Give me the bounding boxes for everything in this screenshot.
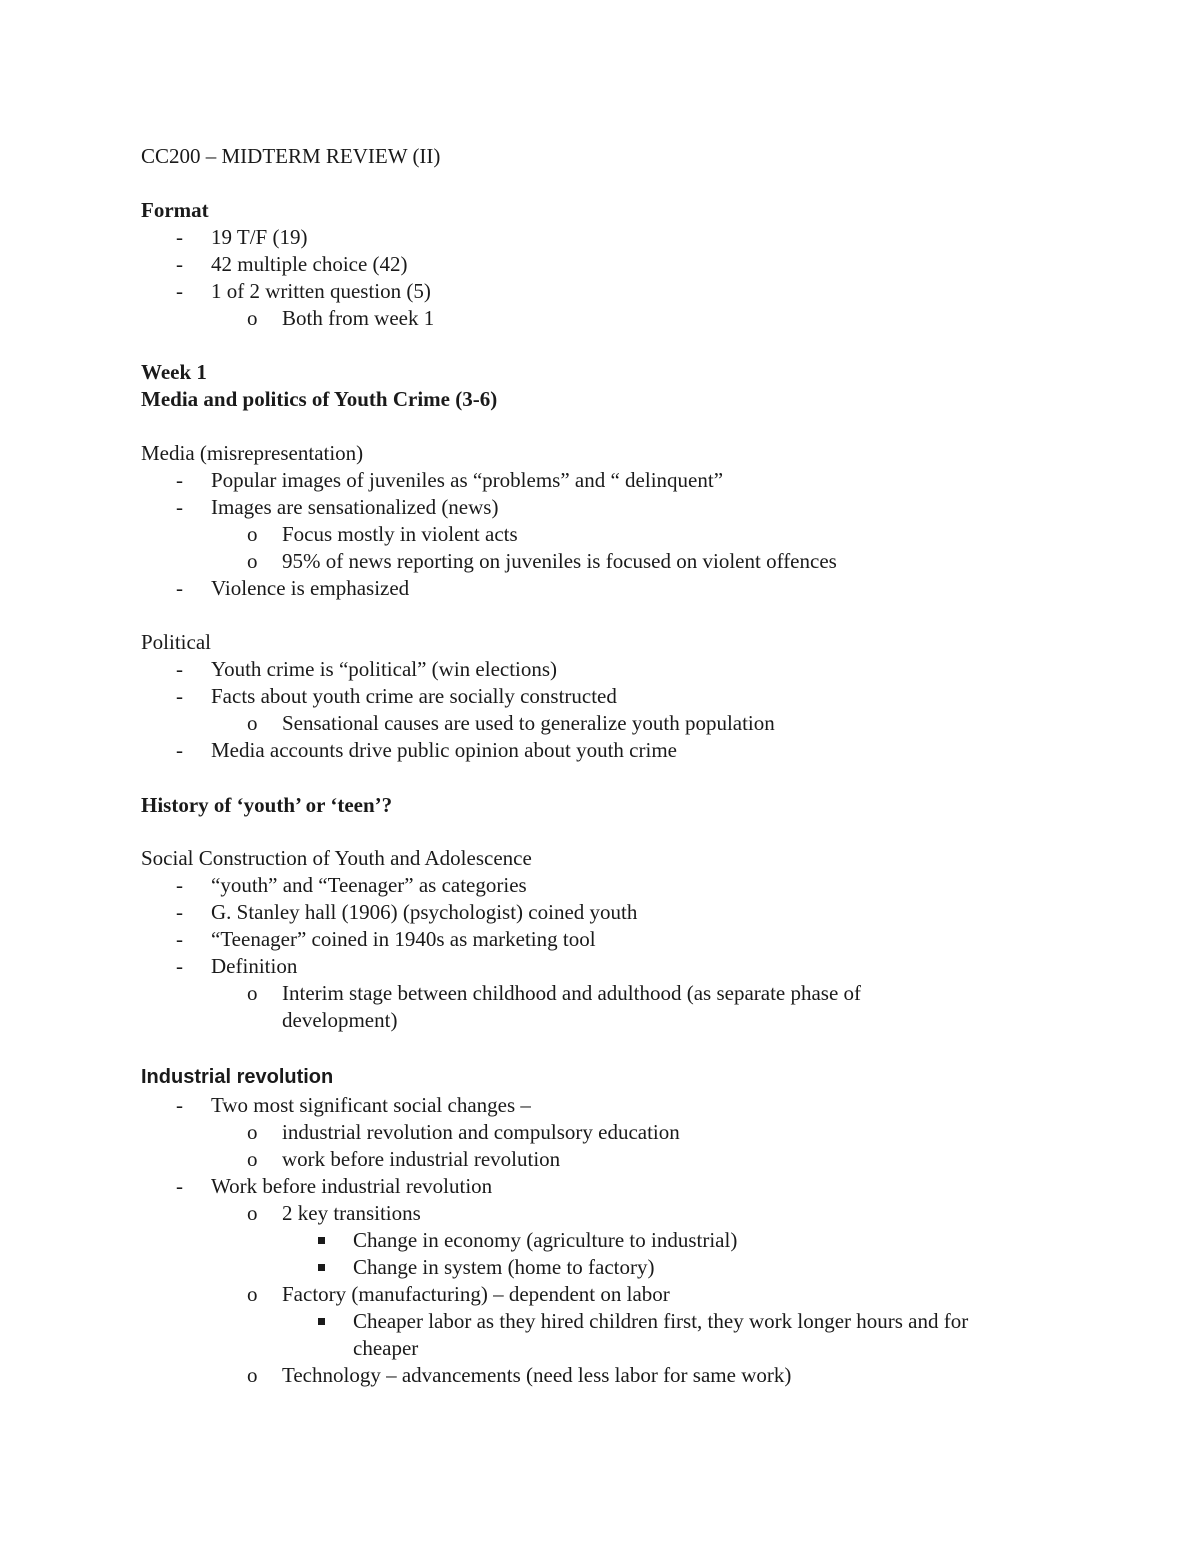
dash-bullet-icon: -	[176, 576, 183, 600]
dash-bullet-icon: -	[176, 252, 183, 276]
heading-format: Format	[141, 198, 209, 222]
list-item-text: Both from week 1	[282, 306, 435, 330]
dash-bullet-icon: -	[176, 684, 183, 708]
dash-bullet-icon: -	[176, 657, 183, 681]
dash-bullet-icon: -	[176, 927, 183, 951]
dash-bullet-icon: -	[176, 1174, 183, 1198]
list-item-text: G. Stanley hall (1906) (psychologist) coined youth	[211, 900, 638, 924]
subheading-political: Political	[141, 630, 211, 654]
list-item-text: work before industrial revolution	[282, 1147, 561, 1171]
list-item-text: Facts about youth crime are socially constructed	[211, 684, 617, 708]
dash-bullet-icon: -	[176, 279, 183, 303]
list-item-text: 19 T/F (19)	[211, 225, 308, 249]
list-item-text: Sensational causes are used to generalize youth population	[282, 711, 775, 735]
square-bullet-icon	[318, 1254, 325, 1281]
dash-bullet-icon: -	[176, 225, 183, 249]
list-item-text: Factory (manufacturing) – dependent on labor	[282, 1282, 670, 1306]
list-item-text: “youth” and “Teenager” as categories	[211, 873, 527, 897]
subheading-media: Media (misrepresentation)	[141, 441, 364, 465]
circle-bullet-icon: o	[247, 1147, 258, 1171]
circle-bullet-icon: o	[247, 1120, 258, 1144]
heading-history: History of ‘youth’ or ‘teen’?	[141, 793, 393, 817]
list-item-text: 95% of news reporting on juveniles is focused on violent offences	[282, 549, 837, 573]
dash-bullet-icon: -	[176, 873, 183, 897]
list-item-text: Cheaper labor as they hired children first, they work longer hours and for	[353, 1309, 969, 1333]
circle-bullet-icon: o	[247, 522, 258, 546]
list-item-text: Technology – advancements (need less labor for same work)	[282, 1363, 792, 1387]
list-item-text: Media accounts drive public opinion about youth crime	[211, 738, 677, 762]
list-item-text: Focus mostly in violent acts	[282, 522, 518, 546]
subheading-social-construction: Social Construction of Youth and Adolescence	[141, 846, 532, 870]
circle-bullet-icon: o	[247, 1363, 258, 1387]
list-item-text: Definition	[211, 954, 298, 978]
list-item-text: Two most significant social changes –	[211, 1093, 531, 1117]
heading-week: Week 1	[141, 360, 207, 384]
list-item-text: 2 key transitions	[282, 1201, 421, 1225]
list-item-text: Images are sensationalized (news)	[211, 495, 499, 519]
circle-bullet-icon: o	[247, 981, 258, 1005]
heading-media-politics: Media and politics of Youth Crime (3-6)	[141, 387, 498, 411]
list-item-text: 42 multiple choice (42)	[211, 252, 408, 276]
list-item-text: Work before industrial revolution	[211, 1174, 493, 1198]
list-item-text: Interim stage between childhood and adulthood (as separate phase of	[282, 981, 862, 1005]
list-item-text: industrial revolution and compulsory education	[282, 1120, 680, 1144]
circle-bullet-icon: o	[247, 549, 258, 573]
dash-bullet-icon: -	[176, 900, 183, 924]
list-item-text: Popular images of juveniles as “problems” and “ delinquent”	[211, 468, 724, 492]
list-item-text: “Teenager” coined in 1940s as marketing tool	[211, 927, 596, 951]
circle-bullet-icon: o	[247, 1201, 258, 1225]
list-item-text: 1 of 2 written question (5)	[211, 279, 431, 303]
heading-industrial-revolution: Industrial revolution	[141, 1066, 334, 1088]
square-bullet-icon	[318, 1227, 325, 1254]
list-item-text: development)	[282, 1008, 398, 1032]
list-item-text: Youth crime is “political” (win elections)	[211, 657, 558, 681]
list-item-text: cheaper	[353, 1336, 419, 1360]
circle-bullet-icon: o	[247, 711, 258, 735]
dash-bullet-icon: -	[176, 495, 183, 519]
list-item-text: Change in system (home to factory)	[353, 1255, 655, 1279]
dash-bullet-icon: -	[176, 1093, 183, 1117]
square-bullet-icon	[318, 1308, 325, 1335]
dash-bullet-icon: -	[176, 738, 183, 762]
document-title: CC200 – MIDTERM REVIEW (II)	[141, 144, 441, 168]
dash-bullet-icon: -	[176, 954, 183, 978]
list-item-text: Violence is emphasized	[211, 576, 410, 600]
list-item-text: Change in economy (agriculture to industrial)	[353, 1228, 738, 1252]
circle-bullet-icon: o	[247, 306, 258, 330]
dash-bullet-icon: -	[176, 468, 183, 492]
circle-bullet-icon: o	[247, 1282, 258, 1306]
